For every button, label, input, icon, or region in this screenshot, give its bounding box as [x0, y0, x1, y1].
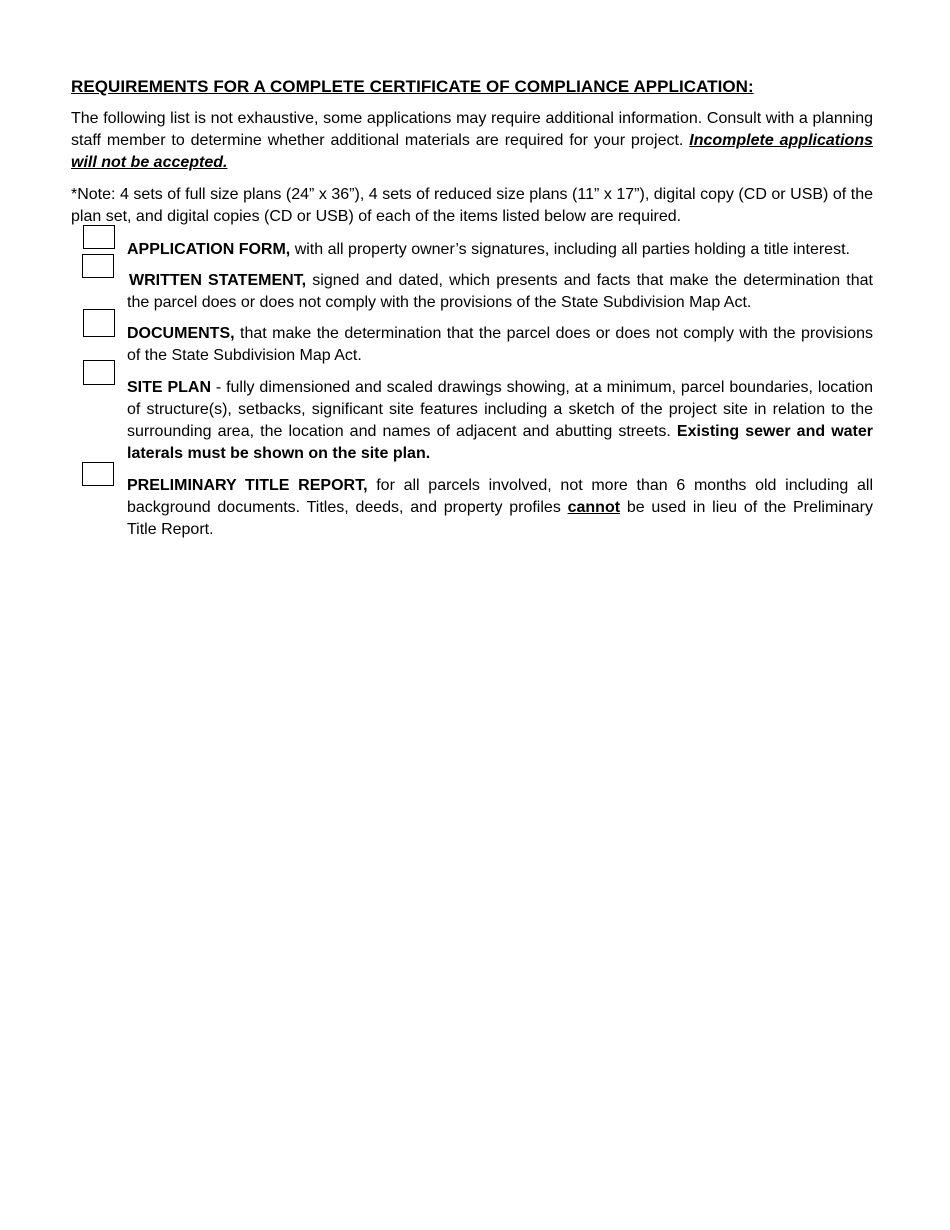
checklist-item-site-plan — [71, 377, 873, 465]
checkbox-site-plan[interactable] — [83, 360, 115, 385]
requirements-page — [71, 76, 873, 541]
item-title: DOCUMENTS, — [127, 325, 235, 342]
checklist-item-written-statement — [71, 270, 873, 314]
item-text: for all parcels involved, not more than 6 months old including all background documents. Titles, deeds, and property profiles — [127, 477, 874, 516]
item-text-after: be used in lieu of the Preliminary Title Report. — [127, 499, 873, 538]
checklist-item-documents — [71, 323, 873, 367]
item-title: APPLICATION FORM, — [127, 241, 291, 258]
item-title: WRITTEN STATEMENT, — [129, 272, 307, 289]
checklist-item-preliminary-title-report — [71, 475, 873, 541]
checkbox-written-statement[interactable] — [82, 254, 114, 278]
item-text: with all property owner’s signatures, including all parties holding a title interest. — [290, 241, 850, 258]
checkbox-preliminary-title-report[interactable] — [82, 462, 114, 486]
intro-warning: Incomplete applications will not be accepted. — [71, 132, 873, 171]
intro-text: The following list is not exhaustive, some applications may require additional information. Consult with a planning staff member to determine whether additional materials are required for your project. — [71, 110, 873, 149]
item-text: that make the determination that the parcel does or does not comply with the provisions of the State Subdivision Map Act. — [127, 325, 873, 364]
requirements-checklist — [71, 239, 873, 541]
item-bold-note: Existing sewer and water laterals must be shown on the site plan. — [127, 423, 873, 462]
page-heading: REQUIREMENTS FOR A COMPLETE CERTIFICATE OF COMPLIANCE APPLICATION: — [71, 77, 754, 96]
item-text: - fully dimensioned and scaled drawings showing, at a minimum, parcel boundaries, location of structure(s), setbacks, significant site features including a sketch of the project site in relation to the surrounding area, the location and names of adjacent and abutting streets. — [127, 379, 874, 440]
intro-paragraph — [71, 108, 873, 174]
note-paragraph: *Note: 4 sets of full size plans (24” x 36”), 4 sets of reduced size plans (11” x 17”), digital copy (CD or USB) of the plan set, and digital copies (CD or USB) of each of the items listed below are required. — [71, 186, 873, 225]
checklist-item-application-form — [71, 239, 873, 261]
checkbox-documents[interactable] — [83, 309, 115, 337]
item-emphasis-cannot: cannot — [567, 499, 621, 516]
item-text: signed and dated, which presents and facts that make the determination that the parcel does or does not comply with the provisions of the State Subdivision Map Act. — [127, 272, 873, 311]
checkbox-application-form[interactable] — [83, 225, 115, 249]
item-title: PRELIMINARY TITLE REPORT, — [127, 477, 368, 494]
item-title: SITE PLAN — [127, 379, 211, 396]
